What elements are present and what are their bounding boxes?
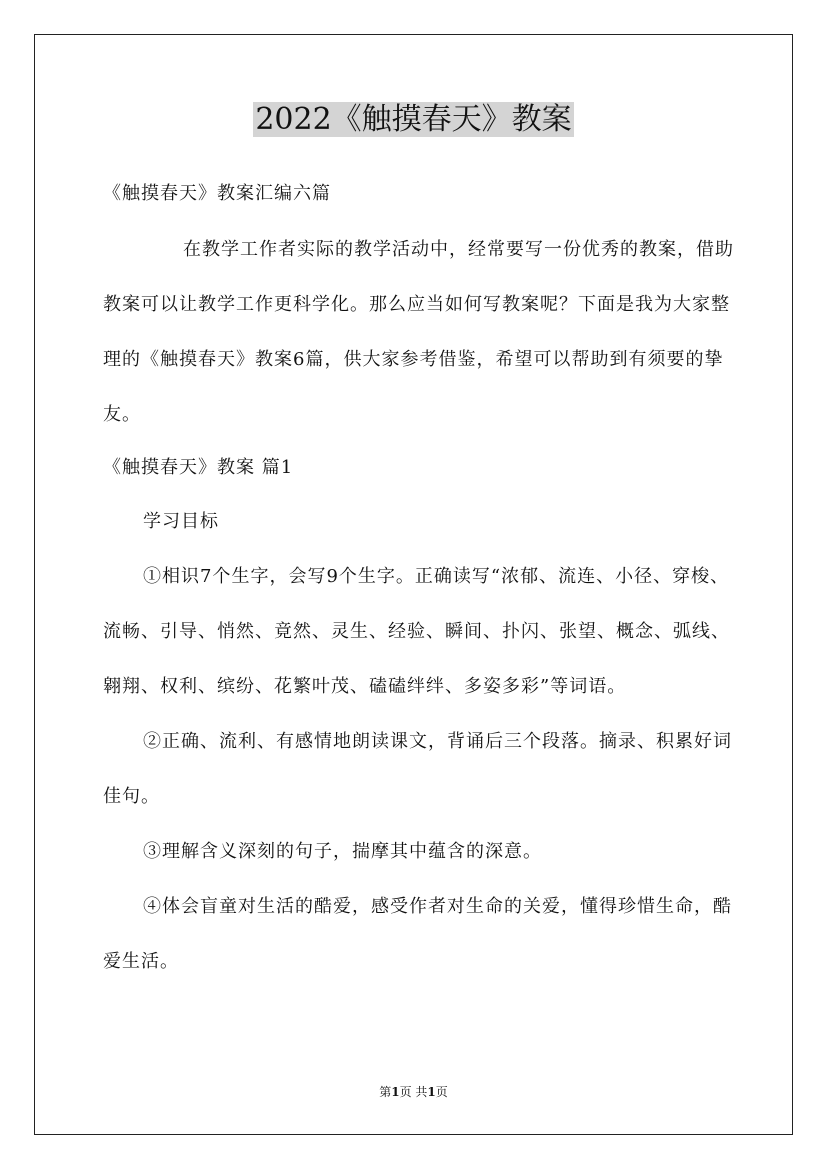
goal-item-2: ②正确、流利、有感情地朗读课文，背诵后三个段落。摘录、积累好词佳句。 (103, 731, 732, 807)
document-subtitle: 《触摸春天》教案汇编六篇 (103, 183, 331, 204)
footer-page-suffix: 页 (435, 1085, 448, 1099)
document-body (103, 172, 743, 989)
goal-item-4: ④体会盲童对生活的酷爱，感受作者对生命的关爱，懂得珍惜生命，酷爱生活。 (103, 896, 732, 972)
footer-page-mid: 页 共 (399, 1085, 428, 1099)
page-footer (0, 1084, 827, 1100)
goal-item-1: ①相识7个生字，会写9个生字。正确读写“浓郁、流连、小径、穿梭、流畅、引导、悄然、竟然、灵生、经验、瞬间、扑闪、张望、概念、弧线、翱翔、权利、缤纷、花繁叶茂、磕磕绊绊、多姿多彩”等词语。 (103, 566, 730, 697)
document-title-text: 2022《触摸春天》教案 (255, 102, 572, 137)
intro-paragraph: 在教学工作者实际的教学活动中，经常要写一份优秀的教案，借助教案可以让教学工作更科学化。那么应当如何写教案呢？下面是我为大家整理的《触摸春天》教案6篇，供大家参考借鉴，希望可以帮助到有须要的挚友。 (103, 239, 734, 425)
document-title (0, 100, 827, 140)
goal-item-3: ③理解含义深刻的句子，揣摩其中蕴含的深意。 (143, 841, 542, 862)
footer-page-current: 1 (391, 1085, 400, 1099)
goals-label: 学习目标 (143, 511, 219, 532)
section-heading: 《触摸春天》教案 篇1 (103, 457, 294, 478)
footer-page-total: 1 (427, 1085, 436, 1099)
footer-page-prefix: 第 (379, 1085, 392, 1099)
